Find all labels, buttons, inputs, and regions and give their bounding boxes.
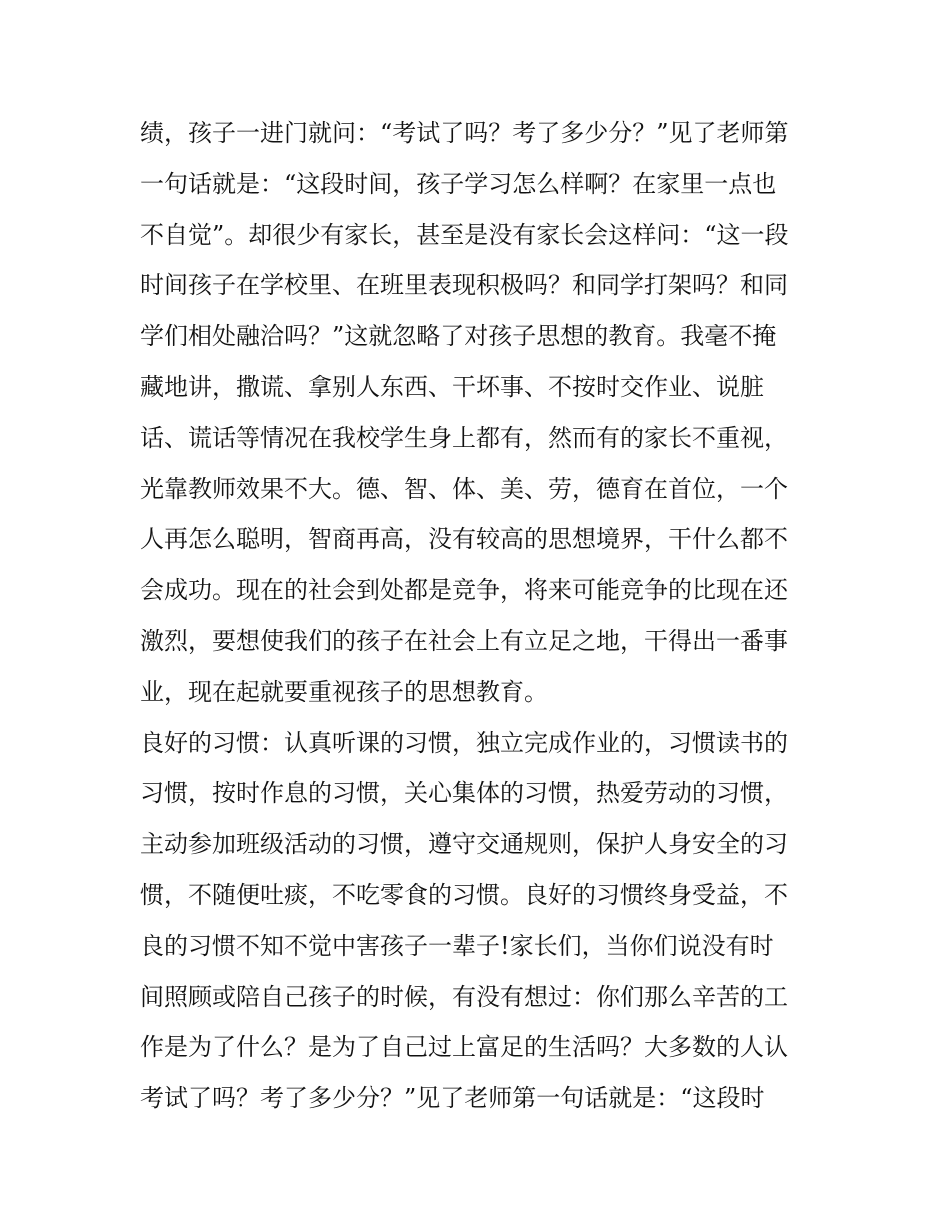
text-line: 良好的习惯：认真听课的习惯，独立完成作业的，习惯读书的 xyxy=(140,728,788,757)
text-line: 不自觉”。却很少有家长，甚至是没有家长会这样问：“这一段 xyxy=(140,220,789,249)
text-line: 藏地讲，撒谎、拿别人东西、干坏事、不按时交作业、说脏 xyxy=(140,372,764,401)
text-line: 人再怎么聪明，智商再高，没有较高的思想境界，干什么都不 xyxy=(140,525,788,554)
text-line: 良的习惯不知不觉中害孩子一辈子!家长们，当你们说没有时 xyxy=(140,931,774,960)
text-line: 习惯，按时作息的习惯，关心集体的习惯，热爱劳动的习惯， xyxy=(140,779,788,808)
text-line: 作是为了什么？是为了自己过上富足的生活吗？大多数的人认 xyxy=(140,1033,788,1062)
text-line: 惯，不随便吐痰，不吃零食的习惯。良好的习惯终身受益，不 xyxy=(140,880,788,909)
text-line: 业，现在起就要重视孩子的思想教育。 xyxy=(140,677,548,706)
text-line: 间照顾或陪自己孩子的时候，有没有想过：你们那么辛苦的工 xyxy=(140,982,788,1011)
text-line: 考试了吗？考了多少分？”见了老师第一句话就是：“这段时 xyxy=(140,1084,765,1113)
text-line: 激烈，要想使我们的孩子在社会上有立足之地，干得出一番事 xyxy=(140,626,788,655)
text-line: 主动参加班级活动的习惯，遵守交通规则，保护人身安全的习 xyxy=(140,830,788,859)
text-line: 学们相处融洽吗？”这就忽略了对孩子思想的教育。我毫不掩 xyxy=(140,322,777,351)
text-line: 一句话就是：“这段时间，孩子学习怎么样啊？在家里一点也 xyxy=(140,169,777,198)
text-line: 绩，孩子一进门就问：“考试了吗？考了多少分？”见了老师第 xyxy=(140,119,789,147)
text-line: 会成功。现在的社会到处都是竞争，将来可能竞争的比现在还 xyxy=(140,576,788,605)
text-line: 光靠教师效果不大。德、智、体、美、劳，德育在首位，一个 xyxy=(140,474,788,503)
text-line: 话、谎话等情况在我校学生身上都有，然而有的家长不重视， xyxy=(140,423,788,452)
text-line: 时间孩子在学校里、在班里表现积极吗？和同学打架吗？和同 xyxy=(140,271,788,300)
body-text xyxy=(140,108,820,1124)
